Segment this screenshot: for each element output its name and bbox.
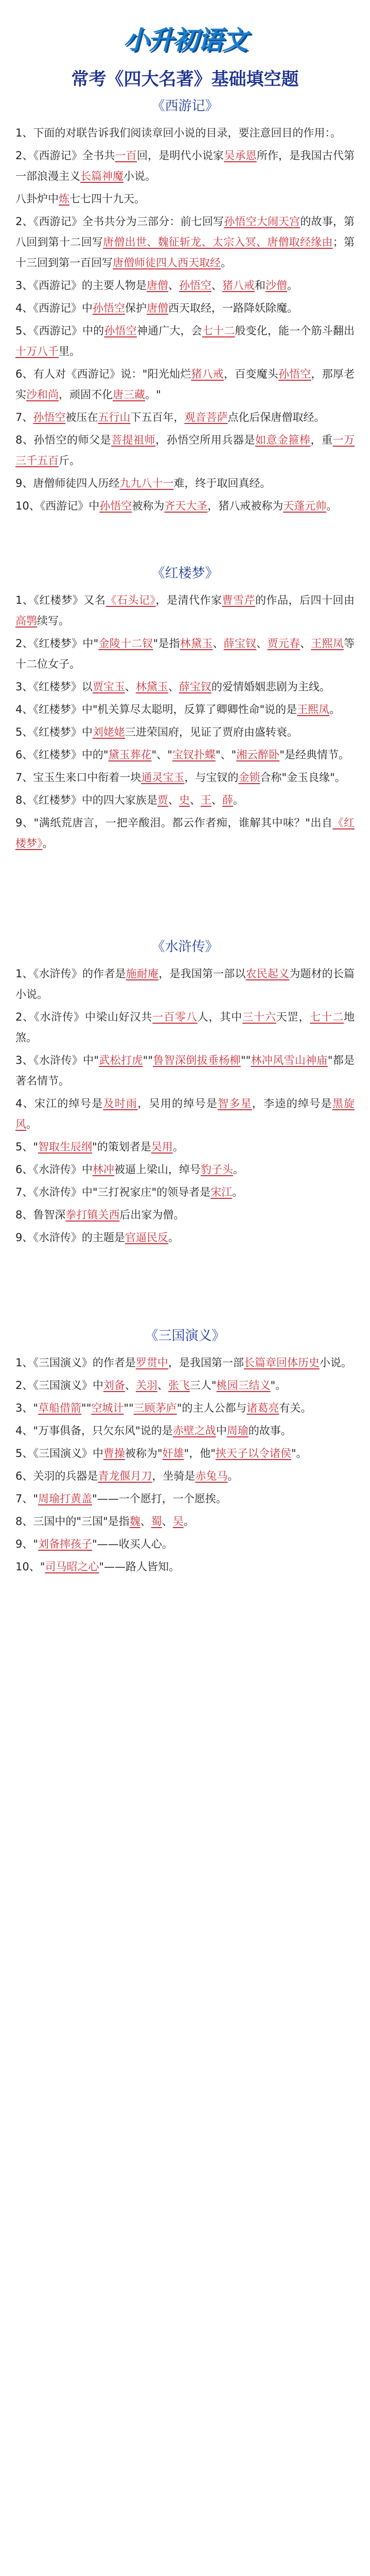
question-text: 点化后保唐僧取经。 bbox=[227, 411, 325, 423]
question-text: "" bbox=[240, 1054, 251, 1066]
answer-blank: 金陵十二钗 bbox=[98, 637, 153, 650]
question-text: 。 bbox=[168, 1231, 179, 1244]
question-text: 。 bbox=[221, 257, 232, 269]
question-item bbox=[0, 590, 370, 631]
answer-blank: 《石头记》 bbox=[105, 594, 156, 606]
answer-blank: 一万三千五百 bbox=[15, 434, 355, 467]
question-text: 1、下面的对联告诉我们阅读章回小说的目录，要注意回目的作用： bbox=[15, 127, 330, 139]
question-text: 4、"万事俱备，只欠东风"说的是 bbox=[15, 1425, 173, 1437]
answer-blank: 武松打虎 bbox=[99, 1054, 143, 1066]
question-text: ，与宝钗的 bbox=[184, 771, 239, 784]
answer-blank: 空城计 bbox=[91, 1402, 124, 1414]
answer-blank: 智取生辰纲 bbox=[38, 1141, 93, 1153]
question-item bbox=[0, 364, 370, 405]
answer-blank: 菩提祖师 bbox=[111, 434, 156, 446]
answer-blank: 天蓬元帅 bbox=[283, 500, 327, 512]
question-text: 1、《水浒传》的作者是 bbox=[15, 968, 126, 980]
answer-blank: 蜀 bbox=[151, 1515, 162, 1528]
question-item bbox=[0, 633, 370, 674]
question-text: 、 bbox=[125, 681, 136, 693]
question-text: ，重 bbox=[310, 434, 333, 446]
section-title: 《西游记》 bbox=[151, 98, 219, 114]
answer-blank: 七十二 bbox=[310, 1011, 344, 1023]
question-text: "" bbox=[81, 1402, 92, 1414]
question-item bbox=[0, 1227, 370, 1248]
question-item bbox=[0, 1007, 370, 1048]
answer-blank: 曹操 bbox=[103, 1447, 125, 1460]
question-text: 7、" bbox=[15, 1493, 39, 1505]
question-text: ，那厚老实 bbox=[15, 368, 355, 401]
answer-blank: 一百零八 bbox=[152, 1011, 198, 1023]
question-item bbox=[0, 1466, 370, 1486]
question-item bbox=[0, 1159, 370, 1180]
question-text: 9、" bbox=[15, 1538, 39, 1550]
question-text: "。 bbox=[291, 1447, 307, 1460]
question-text: 6、《红楼梦》中的" bbox=[15, 749, 109, 761]
question-text: 被称为" bbox=[125, 1447, 163, 1460]
answer-blank: 炼 bbox=[59, 193, 69, 205]
question-item bbox=[0, 145, 370, 187]
question-item bbox=[0, 496, 370, 516]
answer-blank: 猪八戒 bbox=[191, 368, 224, 380]
answer-blank: 赤兔马 bbox=[195, 1470, 228, 1482]
answer-blank: 关羽 bbox=[135, 1379, 157, 1392]
answer-blank: 唐三藏 bbox=[113, 388, 145, 401]
answer-blank: 一百 bbox=[115, 149, 137, 162]
question-text: "的策划者是 bbox=[92, 1141, 151, 1153]
question-item bbox=[0, 1443, 370, 1464]
question-text: 、 bbox=[162, 1515, 173, 1528]
question-text: 。 bbox=[287, 279, 298, 292]
question-text: 。 bbox=[26, 1118, 37, 1130]
question-text: 。 bbox=[227, 1470, 239, 1482]
section-3 bbox=[0, 936, 370, 1248]
question-item bbox=[0, 812, 370, 854]
question-text: 5、" bbox=[15, 1141, 39, 1153]
question-text: 6、《水浒传》中 bbox=[15, 1163, 93, 1176]
answer-blank: 施耐庵 bbox=[126, 968, 159, 980]
question-text: 8、《红楼梦》中的四大家族是 bbox=[15, 794, 157, 806]
question-text: 4、《西游记》中 bbox=[15, 302, 93, 314]
question-text: 2、《西游记》全书共分为三部分：前七回写 bbox=[15, 215, 224, 228]
question-text: 后出家为僧。 bbox=[119, 1209, 185, 1221]
answer-blank: 黑旋风 bbox=[15, 1097, 355, 1130]
answer-blank: 高鹗 bbox=[15, 615, 37, 627]
question-text: "——收买人心。 bbox=[92, 1538, 173, 1550]
answer-blank: 齐天大圣 bbox=[164, 500, 208, 512]
question-text: 被逼上梁山，绰号 bbox=[114, 1163, 201, 1176]
question-item bbox=[0, 275, 370, 296]
question-text: ，孙悟空所用兵器是 bbox=[155, 434, 255, 446]
question-item bbox=[0, 767, 370, 788]
answer-blank: 唐僧 bbox=[146, 279, 168, 292]
question-text: 、 bbox=[157, 1379, 168, 1392]
question-text: 天罡， bbox=[276, 1011, 310, 1023]
question-text: 3、" bbox=[15, 1402, 39, 1414]
answer-blank: 猪八戒 bbox=[222, 279, 255, 292]
answer-blank: 奸雄 bbox=[162, 1447, 184, 1460]
question-text: 被压在 bbox=[65, 411, 98, 423]
question-text: 10、" bbox=[15, 1561, 45, 1573]
question-item bbox=[0, 744, 370, 765]
question-text: 神通广大，会 bbox=[136, 325, 202, 337]
question-text: 所作，是我国古代第一部浪漫主义 bbox=[15, 149, 355, 182]
answer-blank: 挟天子以令诸侯 bbox=[215, 1447, 291, 1460]
question-text: 人，其中 bbox=[197, 1011, 243, 1023]
question-text: 七七四十九天 bbox=[69, 193, 134, 205]
answer-blank: 孙悟空 bbox=[179, 279, 212, 292]
answer-blank: 官逼民反 bbox=[125, 1231, 168, 1244]
question-text: 5、《三国演义》中 bbox=[15, 1447, 103, 1460]
question-text: 。 bbox=[183, 1515, 195, 1528]
question-item bbox=[0, 699, 370, 720]
question-text: 。 bbox=[233, 794, 244, 806]
answer-blank: 孙悟空 bbox=[92, 302, 125, 314]
question-text: "是指 bbox=[153, 637, 180, 650]
question-text: ，吴用的绰号是 bbox=[137, 1097, 218, 1110]
section-2 bbox=[0, 563, 370, 854]
question-text: 6、有人对《西游记》说："阳光灿烂 bbox=[15, 368, 191, 380]
question-text: ，百变魔头 bbox=[223, 368, 278, 380]
question-item bbox=[0, 1050, 370, 1091]
question-item bbox=[0, 1093, 370, 1134]
answer-blank: 拳打镇关西 bbox=[65, 1209, 120, 1221]
question-text: ，坐骑是 bbox=[152, 1470, 196, 1482]
question-text: 3、《西游记》的主要人物是 bbox=[15, 279, 147, 292]
question-item bbox=[0, 320, 370, 362]
question-text: 、 bbox=[168, 681, 179, 693]
question-text: 、 bbox=[256, 637, 268, 650]
question-text: 、 bbox=[189, 794, 201, 806]
question-text: 2、《三国演义》中 bbox=[15, 1379, 103, 1392]
section-4 bbox=[0, 1325, 370, 1577]
answer-blank: 唐僧出世、魏征斩龙、太宗入冥、唐僧取经缘由 bbox=[103, 236, 333, 248]
question-text: 、 bbox=[300, 637, 311, 650]
answer-blank: 王熙凤 bbox=[297, 703, 330, 716]
answer-blank: 林黛玉 bbox=[180, 637, 213, 650]
answer-blank: 智多星 bbox=[218, 1097, 252, 1110]
answer-blank: 沙僧 bbox=[265, 279, 287, 292]
answer-blank: 孙悟空 bbox=[278, 368, 311, 380]
question-item bbox=[0, 473, 370, 494]
question-text: 斤。 bbox=[59, 454, 80, 467]
question-text: 5、《西游记》中的 bbox=[15, 325, 104, 337]
answer-blank: 湘云醉卧 bbox=[236, 749, 280, 761]
question-text: 1、《红楼梦》又名 bbox=[15, 594, 106, 606]
question-text: 。 bbox=[329, 703, 341, 716]
document-title: 常考《四大名著》基础填空题 bbox=[71, 69, 299, 90]
question-item bbox=[0, 1182, 370, 1202]
answer-blank: 薛 bbox=[222, 794, 233, 806]
question-text: "是经典情节。 bbox=[279, 749, 349, 761]
question-text: 7、 bbox=[15, 411, 33, 423]
question-text: 8、三国中的"三国"是指 bbox=[15, 1515, 130, 1528]
question-text: 八卦炉中 bbox=[15, 193, 59, 205]
answer-blank: 孙悟空 bbox=[33, 411, 66, 423]
question-text: ，李逵的绰号是 bbox=[252, 1097, 332, 1110]
answer-blank: 吴用 bbox=[151, 1141, 173, 1153]
question-text: 。 bbox=[326, 500, 338, 512]
answer-blank: 如意金箍棒 bbox=[255, 434, 311, 446]
question-item bbox=[0, 676, 370, 697]
question-text: 1、《三国演义》的作者是 bbox=[15, 1357, 136, 1369]
question-text: 2、《水浒传》中梁山好汉共 bbox=[15, 1011, 153, 1023]
answer-blank: 五行山 bbox=[98, 411, 131, 423]
answer-blank: 十万八千 bbox=[15, 345, 59, 358]
question-item bbox=[0, 430, 370, 471]
answer-blank: 林黛玉 bbox=[135, 681, 168, 693]
question-text: 8、孙悟空的师父是 bbox=[15, 434, 112, 446]
question-item bbox=[0, 722, 370, 742]
answer-blank: 刘备 bbox=[103, 1379, 125, 1392]
question-text: 4、《红楼梦》中"机关算尽太聪明，反算了卿卿性命"说的是 bbox=[15, 703, 297, 716]
question-item bbox=[0, 1420, 370, 1441]
question-text: 。 bbox=[134, 193, 145, 205]
content bbox=[0, 95, 370, 1577]
answer-blank: 草船借箭 bbox=[38, 1402, 82, 1414]
question-text: 被称为 bbox=[132, 500, 165, 512]
question-text: 回，是明代小说家 bbox=[136, 149, 224, 162]
answer-blank: 魏 bbox=[129, 1515, 140, 1528]
logo bbox=[0, 0, 370, 56]
question-text: 里。 bbox=[59, 345, 80, 358]
answer-blank: 罗贯中 bbox=[135, 1357, 168, 1369]
answer-blank: 薛宝钗 bbox=[179, 681, 212, 693]
question-text: 、 bbox=[211, 794, 222, 806]
answer-blank: 贾宝玉 bbox=[92, 681, 125, 693]
question-item bbox=[0, 790, 370, 810]
answer-blank: 贾元春 bbox=[267, 637, 301, 650]
question-text: 小说。 bbox=[319, 1357, 352, 1369]
question-text: 难，终于取回真经。 bbox=[173, 477, 271, 489]
question-text: 下五百年， bbox=[130, 411, 185, 423]
question-text: 10、《西游记》中 bbox=[15, 500, 100, 512]
question-text: 。 bbox=[232, 1186, 243, 1198]
question-text: ，是清代作家 bbox=[155, 594, 222, 606]
question-text: ；第十三回到第一百回写 bbox=[15, 236, 355, 269]
question-text: 的作品，后四十回由 bbox=[255, 594, 355, 606]
question-text: 、 bbox=[211, 279, 222, 292]
question-item bbox=[0, 1556, 370, 1577]
answer-blank: 金锁 bbox=[238, 771, 260, 784]
question-text: ，顽固不化 bbox=[59, 388, 113, 401]
question-text: 3、《红楼梦》以 bbox=[15, 681, 93, 693]
question-text: 、 bbox=[168, 794, 179, 806]
answer-blank: 贾 bbox=[157, 794, 168, 806]
question-text: "都是著名情节。 bbox=[15, 1054, 355, 1087]
section-title: 《水浒传》 bbox=[151, 939, 219, 955]
question-text: "、" bbox=[151, 749, 172, 761]
logo-text: 小升初语文 bbox=[123, 25, 247, 55]
answer-blank: 孙悟空 bbox=[99, 500, 132, 512]
question-text: ，是我国第一部以 bbox=[158, 968, 246, 980]
answer-blank: 长篇章回体历史 bbox=[243, 1357, 320, 1369]
answer-blank: 桃园三结义 bbox=[216, 1379, 271, 1392]
answer-blank: 孙悟空大闹天宫 bbox=[224, 215, 301, 228]
question-text: "，他" bbox=[184, 1447, 216, 1460]
question-text: 3、《水浒传》中" bbox=[15, 1054, 99, 1066]
question-text: 、 bbox=[125, 1379, 136, 1392]
question-text: "、" bbox=[215, 749, 237, 761]
answer-blank: 唐僧师徒四人西天取经 bbox=[113, 257, 221, 269]
answer-blank: 赤壁之战 bbox=[172, 1425, 216, 1437]
question-text: 地煞。 bbox=[15, 1011, 355, 1044]
answer-blank: 青龙偃月刀 bbox=[98, 1470, 152, 1482]
question-item bbox=[0, 211, 370, 273]
question-item bbox=[0, 1511, 370, 1532]
answer-blank: 孙悟空 bbox=[104, 325, 137, 337]
answer-blank: 司马昭之心 bbox=[45, 1561, 99, 1573]
question-text: 、 bbox=[168, 279, 179, 292]
answer-blank: 刘姥姥 bbox=[92, 726, 125, 738]
answer-blank: 黛玉葬花 bbox=[108, 749, 152, 761]
question-text: 7、《水浒传》中"三打祝家庄"的领导者是 bbox=[15, 1186, 211, 1198]
question-text: 4、宋江的绰号是 bbox=[15, 1097, 103, 1110]
answer-blank: 王 bbox=[200, 794, 212, 806]
question-text: 般变化，能一个筋斗翻出 bbox=[235, 325, 355, 337]
answer-blank: 唐僧 bbox=[146, 302, 168, 314]
answer-blank: 长篇神魔 bbox=[80, 170, 124, 182]
question-text: 7、宝玉生来口中衔着一块 bbox=[15, 771, 142, 784]
question-item bbox=[0, 298, 370, 318]
question-text: 和 bbox=[254, 279, 266, 292]
question-item bbox=[0, 1534, 370, 1554]
question-item bbox=[0, 1398, 370, 1418]
question-text: "" bbox=[143, 1054, 153, 1066]
answer-blank: 诸葛亮 bbox=[246, 1402, 279, 1414]
answer-blank: 七十二 bbox=[202, 325, 235, 337]
question-text: 9、"满纸荒唐言，一把辛酸泪。都云作者痴，谁解其中味？"出自 bbox=[15, 817, 333, 829]
question-text: 的故事，第八回到第十二回写 bbox=[15, 215, 355, 248]
question-text: 。 bbox=[172, 1141, 184, 1153]
answer-blank: 张飞 bbox=[168, 1379, 190, 1392]
answer-blank: 周瑜打黄盖 bbox=[38, 1493, 93, 1505]
answer-blank: 曹雪芹 bbox=[222, 594, 255, 606]
question-text: 为题材的长篇小说。 bbox=[15, 968, 355, 1001]
answer-blank: 林冲风雪山神庙 bbox=[251, 1054, 328, 1066]
question-text: ，是我国第一部 bbox=[168, 1357, 244, 1369]
question-text: "" bbox=[124, 1402, 134, 1414]
question-item bbox=[0, 123, 370, 143]
answer-blank: 观音菩萨 bbox=[184, 411, 228, 423]
question-item bbox=[0, 1205, 370, 1225]
question-text: ，猪八戒被称为 bbox=[207, 500, 284, 512]
question-text: 有关。 bbox=[279, 1402, 312, 1414]
question-text: 。" bbox=[145, 388, 161, 401]
question-text: 保护 bbox=[125, 302, 147, 314]
question-item bbox=[0, 189, 370, 209]
question-item bbox=[0, 1488, 370, 1509]
question-item bbox=[0, 1137, 370, 1157]
question-text: "的主人公都与 bbox=[177, 1402, 247, 1414]
answer-blank: 鲁智深倒拔垂杨柳 bbox=[152, 1054, 241, 1066]
answer-blank: 《红楼梦》 bbox=[15, 817, 355, 850]
answer-blank: 宝钗扑蝶 bbox=[172, 749, 216, 761]
answer-blank: 农民起义 bbox=[245, 968, 290, 980]
question-text: 三进荣国府，见证了贾府由盛转衰。 bbox=[125, 726, 298, 738]
answer-blank: 三顾茅庐 bbox=[133, 1402, 177, 1414]
question-text: 等十二位女子。 bbox=[15, 637, 355, 670]
question-text: "——路人皆知。 bbox=[99, 1561, 180, 1573]
question-item bbox=[0, 407, 370, 428]
answer-blank: 九九八十一 bbox=[119, 477, 174, 489]
question-text: 续写。 bbox=[37, 615, 69, 627]
question-text: 5、《红楼梦》中 bbox=[15, 726, 93, 738]
answer-blank: 三十六 bbox=[242, 1011, 276, 1023]
question-text: 小说。 bbox=[124, 170, 156, 182]
answer-blank: 沙和尚 bbox=[26, 388, 59, 401]
question-text: 三人" bbox=[189, 1379, 217, 1392]
question-text: 的故事。 bbox=[248, 1425, 292, 1437]
question-text: 西天取经，一路降妖除魔。 bbox=[168, 302, 298, 314]
question-text: "。 bbox=[270, 1379, 287, 1392]
question-text: 2、《红楼梦》中" bbox=[15, 637, 99, 650]
question-text: 。 bbox=[42, 837, 54, 850]
question-text: 6、关羽的兵器是 bbox=[15, 1470, 98, 1482]
answer-blank: 林冲 bbox=[92, 1163, 114, 1176]
answer-blank: 薛宝钗 bbox=[223, 637, 257, 650]
question-text: 、 bbox=[213, 637, 224, 650]
answer-blank: 吴 bbox=[172, 1515, 184, 1528]
question-text: 9、《水浒传》的主题是 bbox=[15, 1231, 125, 1244]
answer-blank: 通灵宝玉 bbox=[141, 771, 185, 784]
answer-blank: 史 bbox=[179, 794, 190, 806]
question-text: 。 bbox=[233, 1163, 244, 1176]
answer-blank: 豹子头 bbox=[200, 1163, 233, 1176]
question-item bbox=[0, 1375, 370, 1396]
question-text: 2、《西游记》全书共 bbox=[15, 149, 115, 162]
question-item bbox=[0, 963, 370, 1005]
question-text: 中 bbox=[216, 1425, 227, 1437]
question-text: 。 bbox=[330, 127, 341, 139]
question-text: 合称"金玉良缘"。 bbox=[260, 771, 346, 784]
question-item bbox=[0, 1352, 370, 1373]
answer-blank: 吴承恩 bbox=[224, 149, 257, 162]
answer-blank: 及时雨 bbox=[103, 1097, 138, 1110]
question-text: "——一个愿打，一个愿挨。 bbox=[92, 1493, 227, 1505]
question-text: 8、鲁智深 bbox=[15, 1209, 66, 1221]
answer-blank: 王熙凤 bbox=[311, 637, 344, 650]
question-text: 、 bbox=[140, 1515, 151, 1528]
section-1 bbox=[0, 95, 370, 516]
answer-blank: 宋江 bbox=[210, 1186, 233, 1198]
answer-blank: 周瑜 bbox=[226, 1425, 249, 1437]
section-title: 《三国演义》 bbox=[145, 1328, 225, 1344]
question-text: 9、唐僧师徒四人历经 bbox=[15, 477, 120, 489]
answer-blank: 刘备摔孩子 bbox=[38, 1538, 93, 1550]
question-text: 的爱情婚姻悲剧为主线。 bbox=[211, 681, 330, 693]
section-title: 《红楼梦》 bbox=[151, 566, 219, 581]
